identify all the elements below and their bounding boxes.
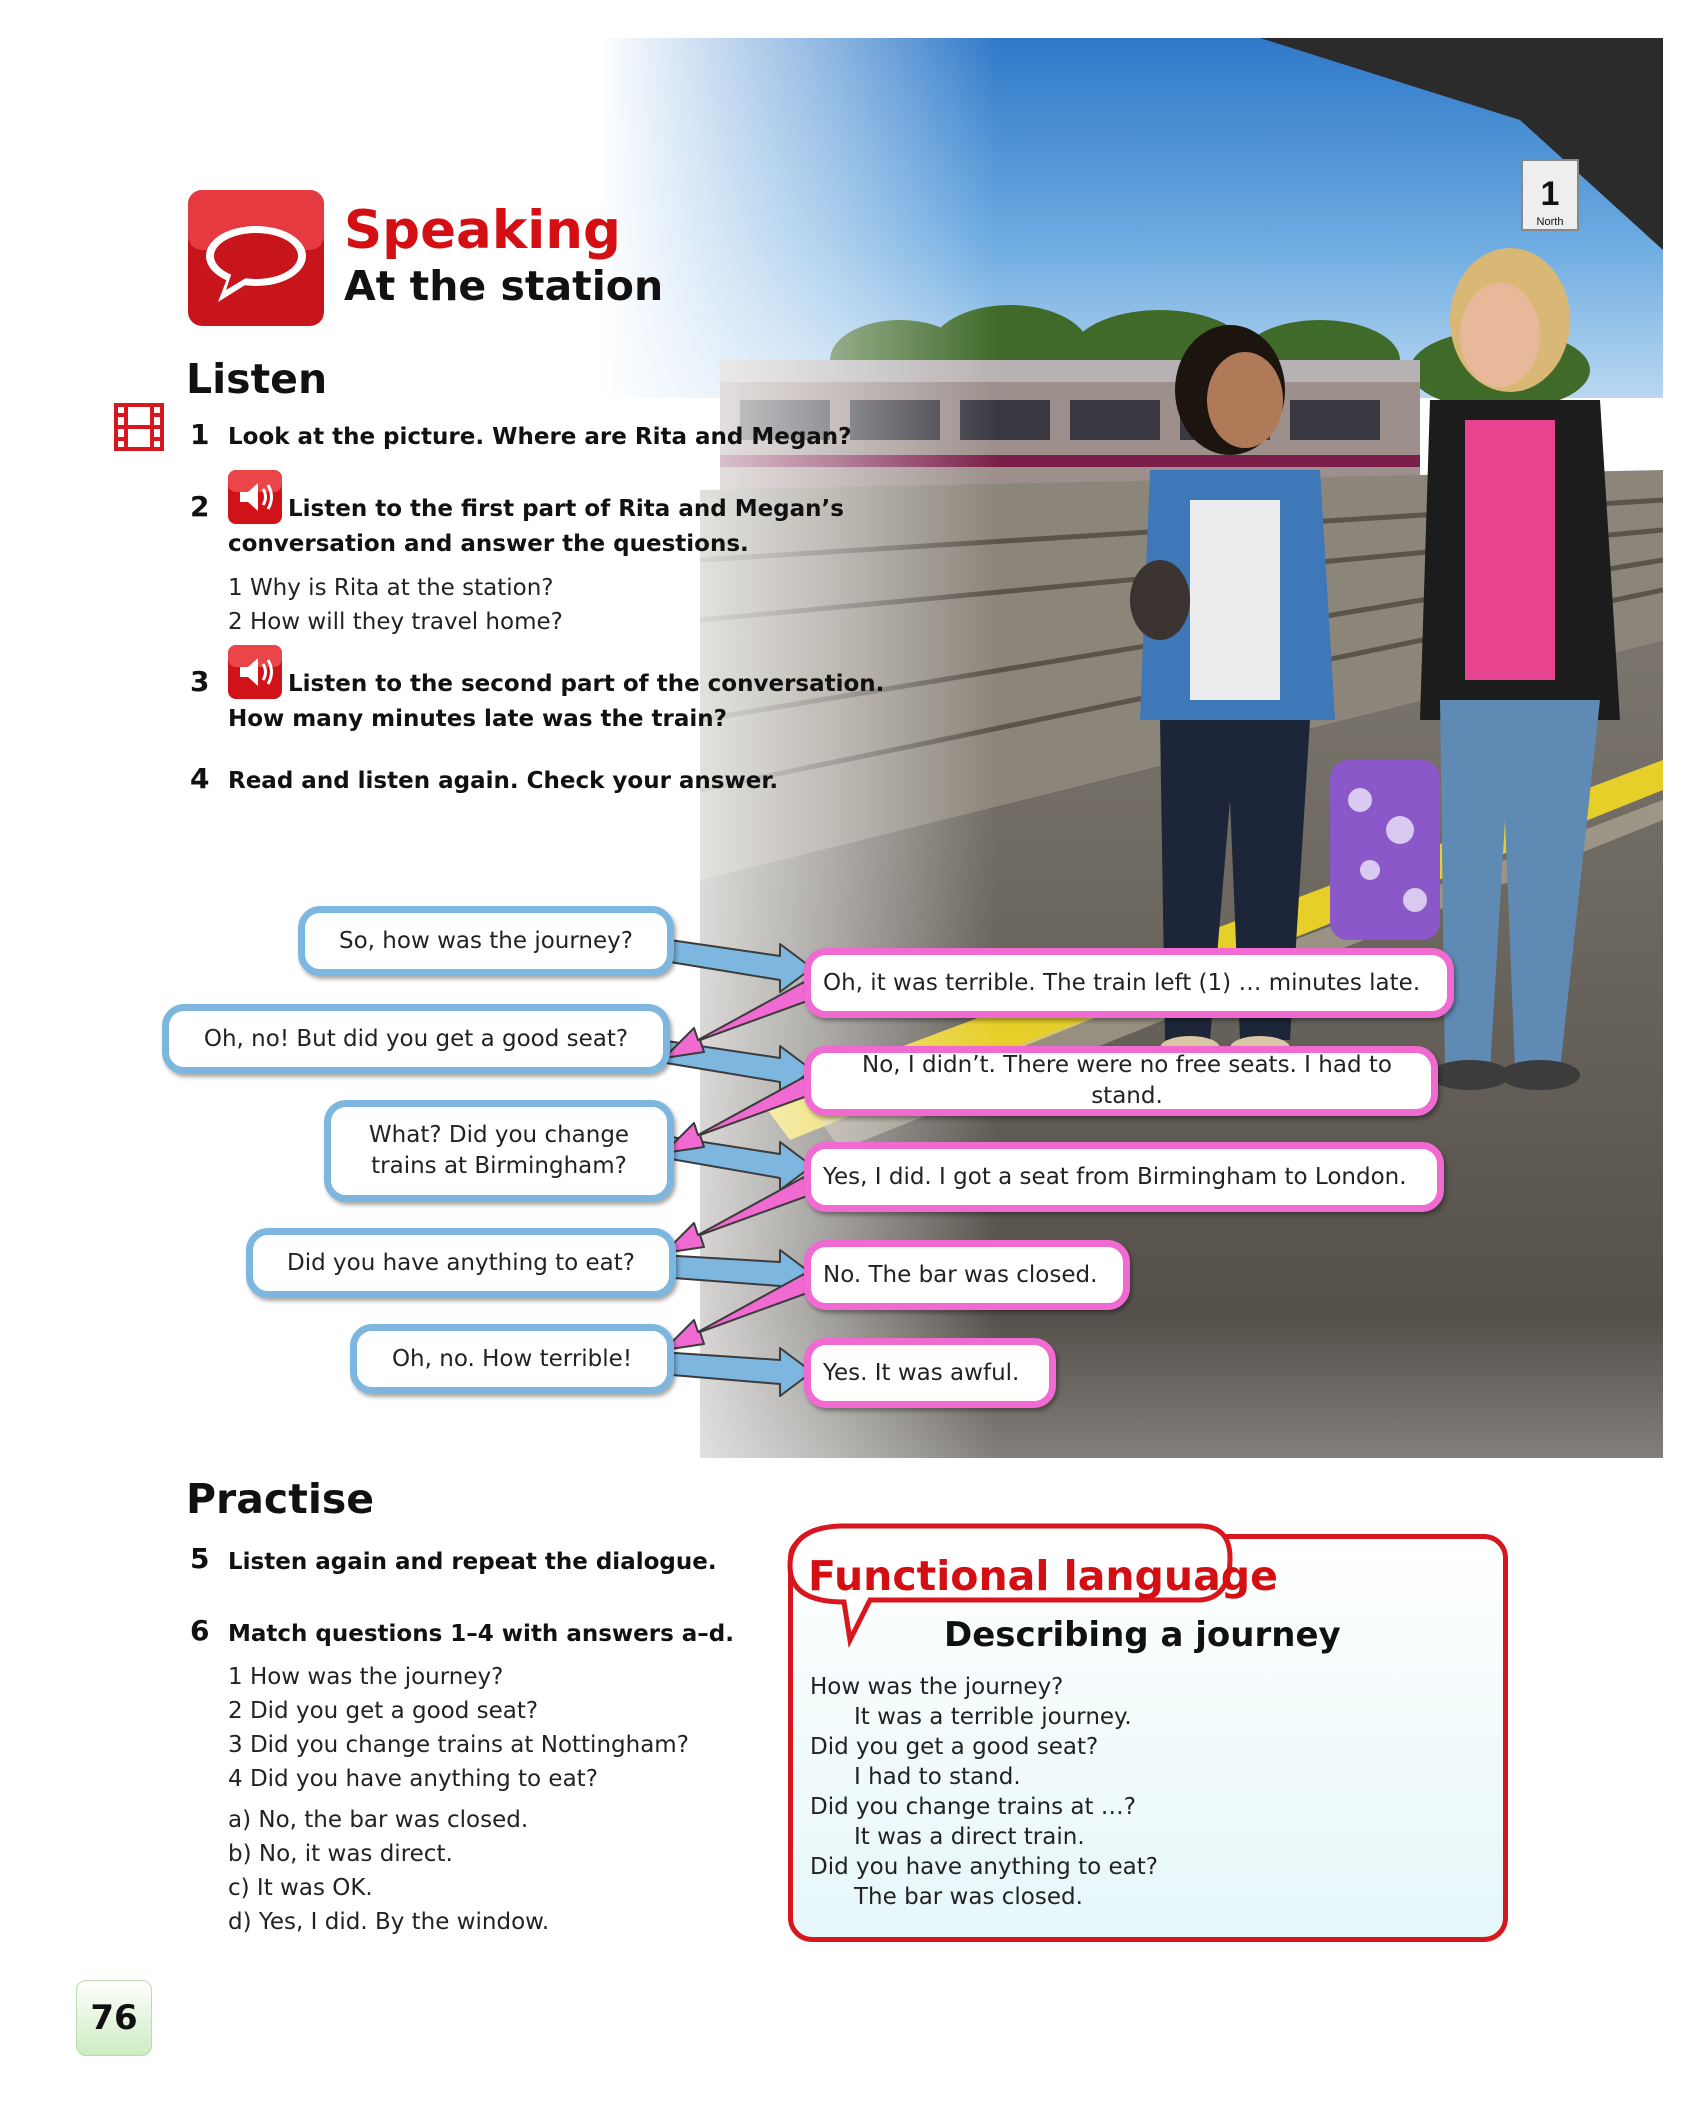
rita-line-part: What? Did you change: [368, 1122, 630, 1148]
question-item: 2 Did you get a good seat?: [228, 1698, 539, 1724]
phrase-question: Did you get a good seat?: [810, 1734, 1099, 1760]
phrase-question: How was the journey?: [810, 1674, 1064, 1700]
question-item: 3 Did you change trains at Nottingham?: [228, 1732, 689, 1758]
exercise-instruction: Read and listen again. Check your answer.: [228, 768, 779, 794]
exercise-instruction: Listen to the second part of the conversation.: [288, 671, 885, 697]
question-item: 1 How was the journey?: [228, 1664, 504, 1690]
megan-line: Yes, I did. I got a seat from Birmingham to London.: [804, 1142, 1444, 1212]
answer-item: a) No, the bar was closed.: [228, 1807, 529, 1833]
answer-item: b) No, it was direct.: [228, 1841, 453, 1867]
answer-item: c) It was OK.: [228, 1875, 373, 1901]
practise-heading: Practise: [186, 1475, 375, 1523]
film-icon[interactable]: [114, 403, 164, 451]
exercise-instruction: conversation and answer the questions.: [228, 531, 749, 557]
phrase-answer: It was a terrible journey.: [854, 1704, 1132, 1730]
phrase-question: Did you change trains at …?: [810, 1794, 1136, 1820]
phrase-answer: It was a direct train.: [854, 1824, 1085, 1850]
rita-line: Oh, no. How terrible!: [350, 1324, 674, 1394]
rita-line: [324, 1100, 674, 1202]
speech-bubble-icon: [188, 190, 324, 326]
functional-language-title: Functional language: [808, 1552, 1278, 1600]
exercise-instruction: Listen to the first part of Rita and Megan’s: [288, 496, 844, 522]
section-subtitle: At the station: [344, 262, 664, 310]
question-item: 4 Did you have anything to eat?: [228, 1766, 598, 1792]
exercise-number: 5: [190, 1542, 210, 1575]
section-title: Speaking: [344, 200, 621, 261]
page-number: 76: [76, 1980, 152, 2056]
question-item: 1 Why is Rita at the station?: [228, 575, 554, 601]
megan-line: No, I didn’t. There were no free seats. I had to stand.: [804, 1046, 1438, 1116]
megan-line: Oh, it was terrible. The train left (1) … minutes late.: [804, 948, 1454, 1018]
answer-item: d) Yes, I did. By the window.: [228, 1909, 550, 1935]
rita-line: Did you have anything to eat?: [246, 1228, 676, 1298]
speaker-icon[interactable]: [228, 470, 282, 524]
speaker-icon[interactable]: [228, 645, 282, 699]
exercise-number: 3: [190, 665, 210, 698]
megan-line: No. The bar was closed.: [804, 1240, 1130, 1310]
functional-language-subtitle: Describing a journey: [944, 1615, 1341, 1655]
question-item: 2 How will they travel home?: [228, 609, 563, 635]
phrase-answer: I had to stand.: [854, 1764, 1021, 1790]
phrase-answer: The bar was closed.: [854, 1884, 1083, 1910]
phrase-question: Did you have anything to eat?: [810, 1854, 1158, 1880]
exercise-instruction: Match questions 1–4 with answers a–d.: [228, 1621, 735, 1647]
rita-line-part: trains at Birmingham?: [371, 1153, 627, 1179]
megan-line: Yes. It was awful.: [804, 1338, 1056, 1408]
listen-heading: Listen: [186, 355, 328, 403]
exercise-instruction: How many minutes late was the train?: [228, 706, 727, 732]
exercise-instruction: Listen again and repeat the dialogue.: [228, 1549, 717, 1575]
exercise-instruction: Look at the picture. Where are Rita and Megan?: [228, 424, 852, 450]
rita-line: So, how was the journey?: [298, 906, 674, 976]
rita-line: Oh, no! But did you get a good seat?: [162, 1004, 670, 1074]
exercise-number: 4: [190, 762, 210, 795]
exercise-number: 6: [190, 1614, 210, 1647]
exercise-number: 1: [190, 418, 210, 451]
exercise-number: 2: [190, 490, 210, 523]
